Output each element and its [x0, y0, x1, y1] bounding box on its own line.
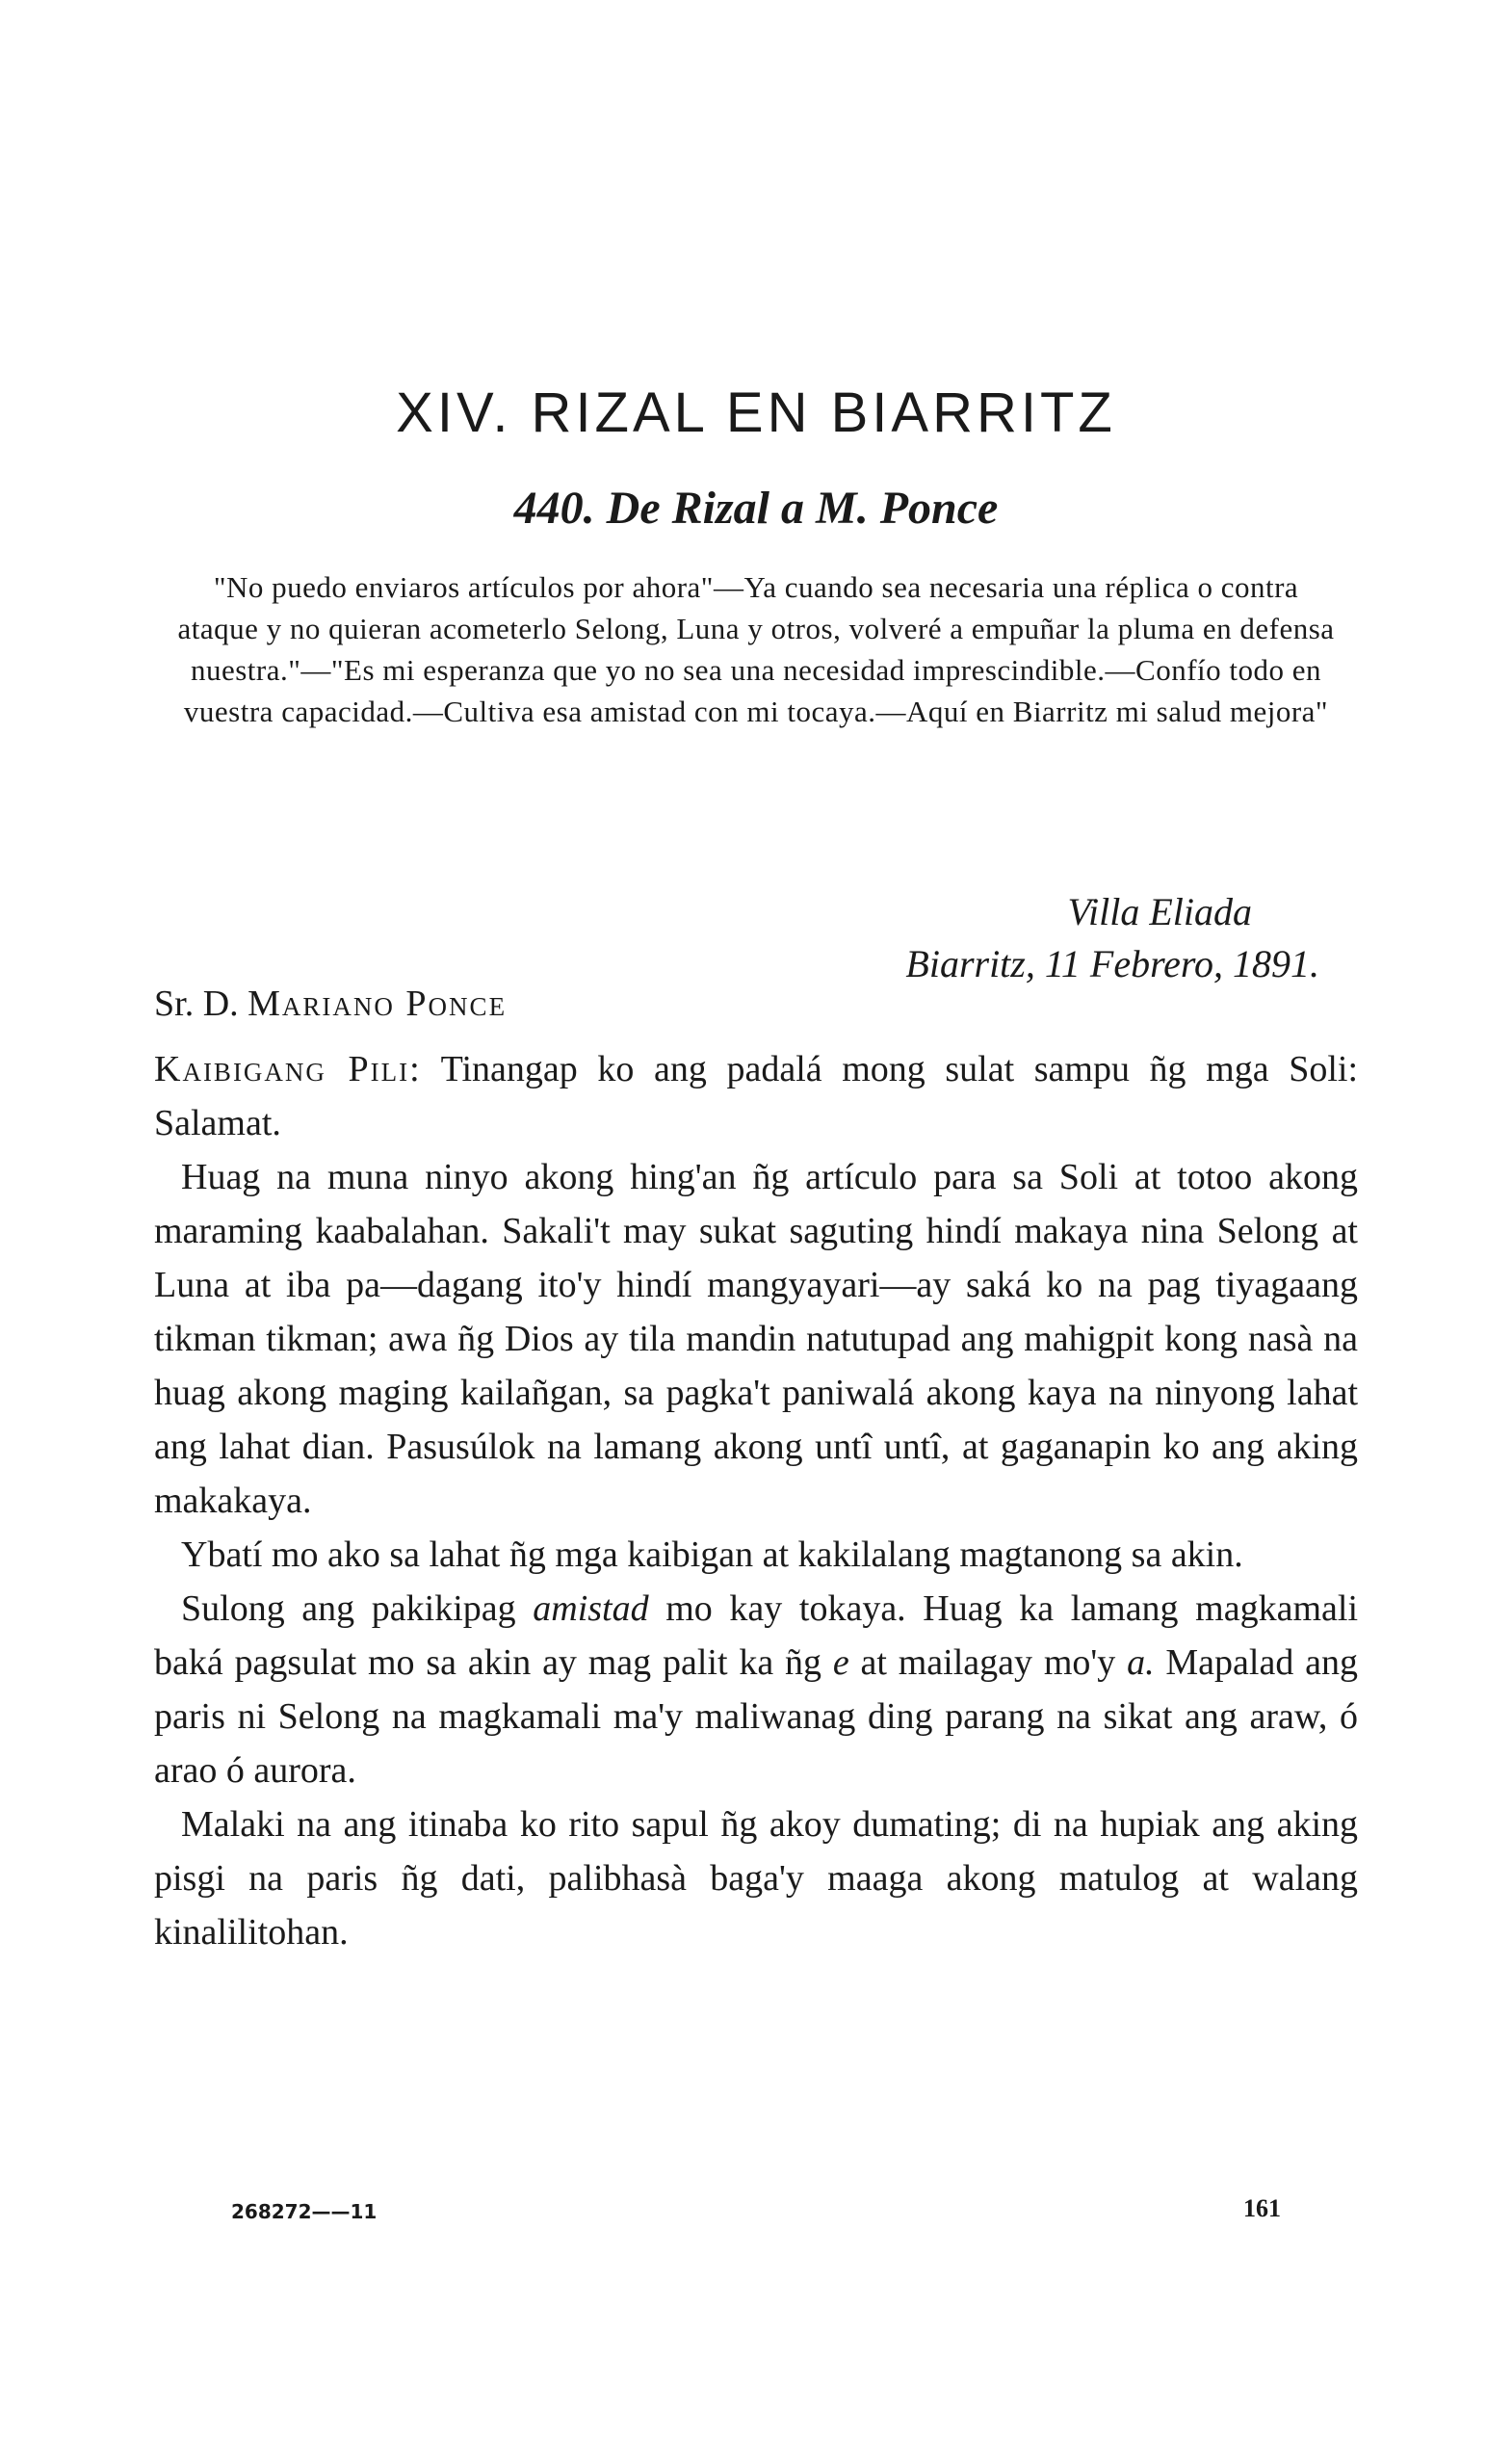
paragraph-4-italic: e — [832, 1642, 849, 1683]
place-date: Biarritz, 11 Febrero, 1891. — [905, 942, 1319, 985]
signature-mark: 268272——11 — [231, 2200, 378, 2223]
page-footer — [231, 2194, 1281, 2223]
greeting: Kaibigang Pili: — [154, 1049, 422, 1089]
letter-body — [154, 1042, 1358, 1959]
paragraph-1 — [154, 1042, 1358, 1150]
paragraph-2: Huag na muna ninyo akong hing'an ñg artículo para sa Soli at totoo akong maraming kaabalahan. Sakali't may sukat saguting hindí makaya nina Selong at Luna at iba pa—dagang ito'y hindí mangyayari—ay saká ko na pag tiyagaang tikman tikman; awa ñg Dios ay tila mandin natutupad ang mahigpit kong nasà na huag akong maging kailañgan, sa pagka't paniwalá akong kaya na ninyong lahat ang lahat dian. Pasusúlok na lamang akong untî untî, at gaganapin ko ang aking makakaya. — [154, 1157, 1358, 1521]
paragraph-4-italic: amistad — [533, 1588, 649, 1629]
paragraph-1-text: Tinangap ko ang padalá mong sulat sampu ñg mga Soli: Salamat. — [154, 1049, 1358, 1143]
salutation — [154, 983, 507, 1025]
paragraph-4-part: at mailagay mo'y — [848, 1642, 1128, 1683]
letter-title: 440. De Rizal a M. Ponce — [513, 483, 999, 534]
paragraph-4 — [154, 1582, 1358, 1797]
page-number: 161 — [1243, 2194, 1281, 2222]
salutation-prefix: Sr. D. — [154, 983, 239, 1024]
document-page — [154, 0, 1358, 2439]
paragraph-4-part: Sulong ang pakikipag — [181, 1588, 534, 1629]
paragraph-4-part: mo kay tokaya. Huag ka lamang magkamali baká pagsulat mo sa akin ay mag palit ka ñg — [154, 1588, 1358, 1683]
paragraph-4-italic: a. — [1127, 1642, 1155, 1683]
salutation-name: Mariano Ponce — [248, 983, 508, 1024]
place-villa: Villa Eliada — [1067, 890, 1252, 933]
paragraph-4-part: Mapalad ang paris ni Selong na magkamali ma'y maliwanag ding parang na sikat ang araw, ó arao ó aurora. — [154, 1642, 1358, 1791]
chapter-heading: XIV. RIZAL EN BIARRITZ — [396, 381, 1116, 444]
letter-dateline — [905, 886, 1319, 990]
paragraph-5: Malaki na ang itinaba ko rito sapul ñg akoy dumating; di na hupiak ang aking pisgi na paris ñg dati, palibhasà baga'y maaga akong matulog at walang kinalilitohan. — [154, 1804, 1358, 1953]
letter-summary: "No puedo enviaros artículos por ahora"—Ya cuando sea necesaria una réplica o contra ataque y no quieran acometerlo Selong, Luna y otros, volveré a empuñar la pluma en defensa nuestra."—"Es mi esperanza que yo no sea una necesidad imprescindible.—Confío todo en vuestra capacidad.—Cultiva esa amistad con mi tocaya.—Aquí en Biarritz mi salud mejora" — [177, 570, 1335, 728]
paragraph-3: Ybatí mo ako sa lahat ñg mga kaibigan at kakilalang magtanong sa akin. — [181, 1534, 1243, 1575]
